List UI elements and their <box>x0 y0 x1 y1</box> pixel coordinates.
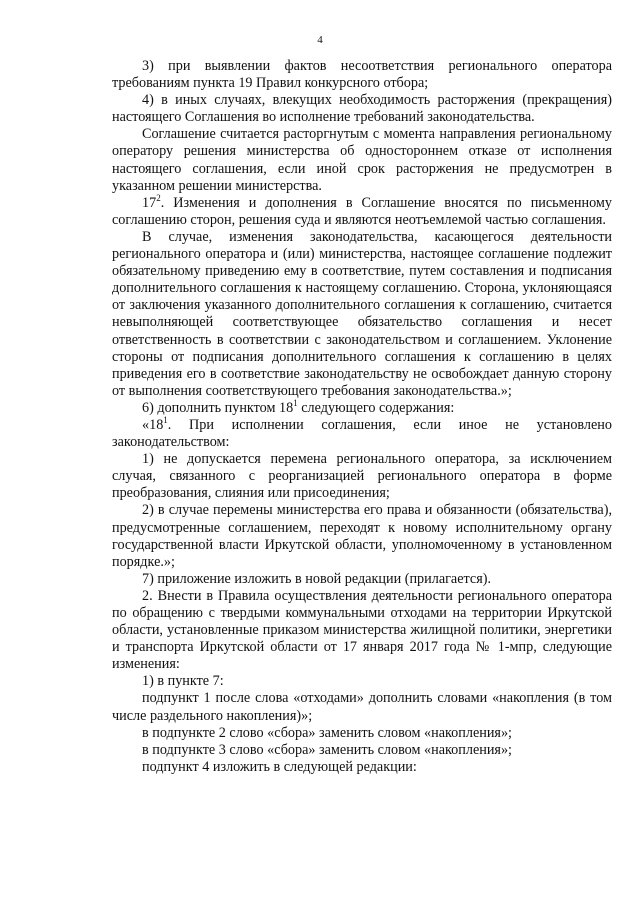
paragraph-text: 7) приложение изложить в новой редакции (прилагается). <box>142 570 491 587</box>
paragraph-text: «18 <box>142 416 164 433</box>
paragraph-text: подпункт 4 изложить в следующей редакции: <box>142 758 417 775</box>
paragraph-subpoint-1 <box>112 690 612 724</box>
paragraph-law-change <box>112 229 612 400</box>
document-body <box>112 58 612 776</box>
superscript: 1 <box>163 414 168 425</box>
paragraph-item-6 <box>112 397 612 417</box>
paragraph-section-2 <box>112 588 612 673</box>
paragraph-subitem-2 <box>112 502 612 570</box>
paragraph-text: в подпункте 3 слово «сбора» заменить словом «накопления»; <box>142 741 512 758</box>
paragraph-item-7 <box>112 571 612 588</box>
paragraph-item-4 <box>112 92 612 126</box>
paragraph-text: . Изменения и дополнения в Соглашение вносятся по письменному соглашению сторон, решения суда и являются неотъемлемой частью соглашения. <box>112 194 612 228</box>
paragraph-17-2 <box>112 192 612 229</box>
paragraph-point-7 <box>112 673 612 690</box>
paragraph-text: . При исполнении соглашения, если иное не установлено законодательством: <box>112 416 612 451</box>
paragraph-termination <box>112 126 612 194</box>
paragraph-text: 1) в пункте 7: <box>142 673 224 690</box>
paragraph-item-3 <box>112 58 612 92</box>
paragraph-subpoint-2 <box>112 725 612 742</box>
paragraph-text: В случае, изменения законодательства, касающегося деятельности регионального оператора и (или) министерства, настоящее соглашение подлежит обязательному приведению ему в соответствие, путем составления и подписания дополнительного соглашения к настоящему соглашению. Сторона, уклоняющаяся от заключения указанного дополнительного соглашения к соглашению, считается невыполняющей соответствующее обязательство соглашения и несет ответственность в соответствии с законодательством и соглашением. Уклонение стороны от подписания дополнительного соглашения к соглашению в целях приведения его в соответствие законодательству не освобождает данную сторону от выполнения соответствующего требования законодательства.»; <box>112 228 612 399</box>
paragraph-text: 6) дополнить пунктом 18 <box>142 399 294 416</box>
superscript: 1 <box>293 397 298 408</box>
paragraph-text: Соглашение считается расторгнутым с момента направления региональному оператору решения министерства об одностороннем отказе от исполнения настоящего соглашения, если иной срок расторжения не предусмотрен в указанном решении министерства. <box>112 126 612 194</box>
superscript: 2 <box>156 192 161 203</box>
paragraph-text: 2) в случае перемены министерства его права и обязанности (обязательства), предусмотренные соглашением, переходят к новому исполнительному органу государственной власти Иркутской области, уполномоченному в установленном порядке.»; <box>112 502 612 570</box>
paragraph-text: 1) не допускается перемена регионального оператора, за исключением случая, связанного с реорганизацией регионального оператора в форме преобразования, слияния или присоединения; <box>112 451 612 502</box>
paragraph-subpoint-4 <box>112 759 612 776</box>
paragraph-text: 3) при выявлении фактов несоответствия регионального оператора требованиям пункта 19 Правил конкурсного отбора; <box>112 58 612 92</box>
page-number: 4 <box>317 34 323 46</box>
paragraph-text: следующего содержания: <box>297 399 455 416</box>
paragraph-text: в подпункте 2 слово «сбора» заменить словом «накопления»; <box>142 724 512 741</box>
paragraph-text: 17 <box>142 194 157 211</box>
paragraph-subitem-1 <box>112 451 612 502</box>
paragraph-text: 2. Внести в Правила осуществления деятельности регионального оператора по обращению с твердыми коммунальными отходами на территории Иркутской области, установленные приказом министерства жилищной политики, энергетики и транспорта Иркутской области от 17 января 2017 года № 1-мпр, следующие изменения: <box>112 587 612 673</box>
paragraph-text: подпункт 1 после слова «отходами» дополнить словами «накопления (в том числе раздельного накопления)»; <box>112 690 612 724</box>
paragraph-subpoint-3 <box>112 742 612 759</box>
paragraph-text: 4) в иных случаях, влекущих необходимость расторжения (прекращения) настоящего Соглашения во исполнение требований законодательства. <box>112 92 612 126</box>
paragraph-18-1 <box>112 414 612 451</box>
